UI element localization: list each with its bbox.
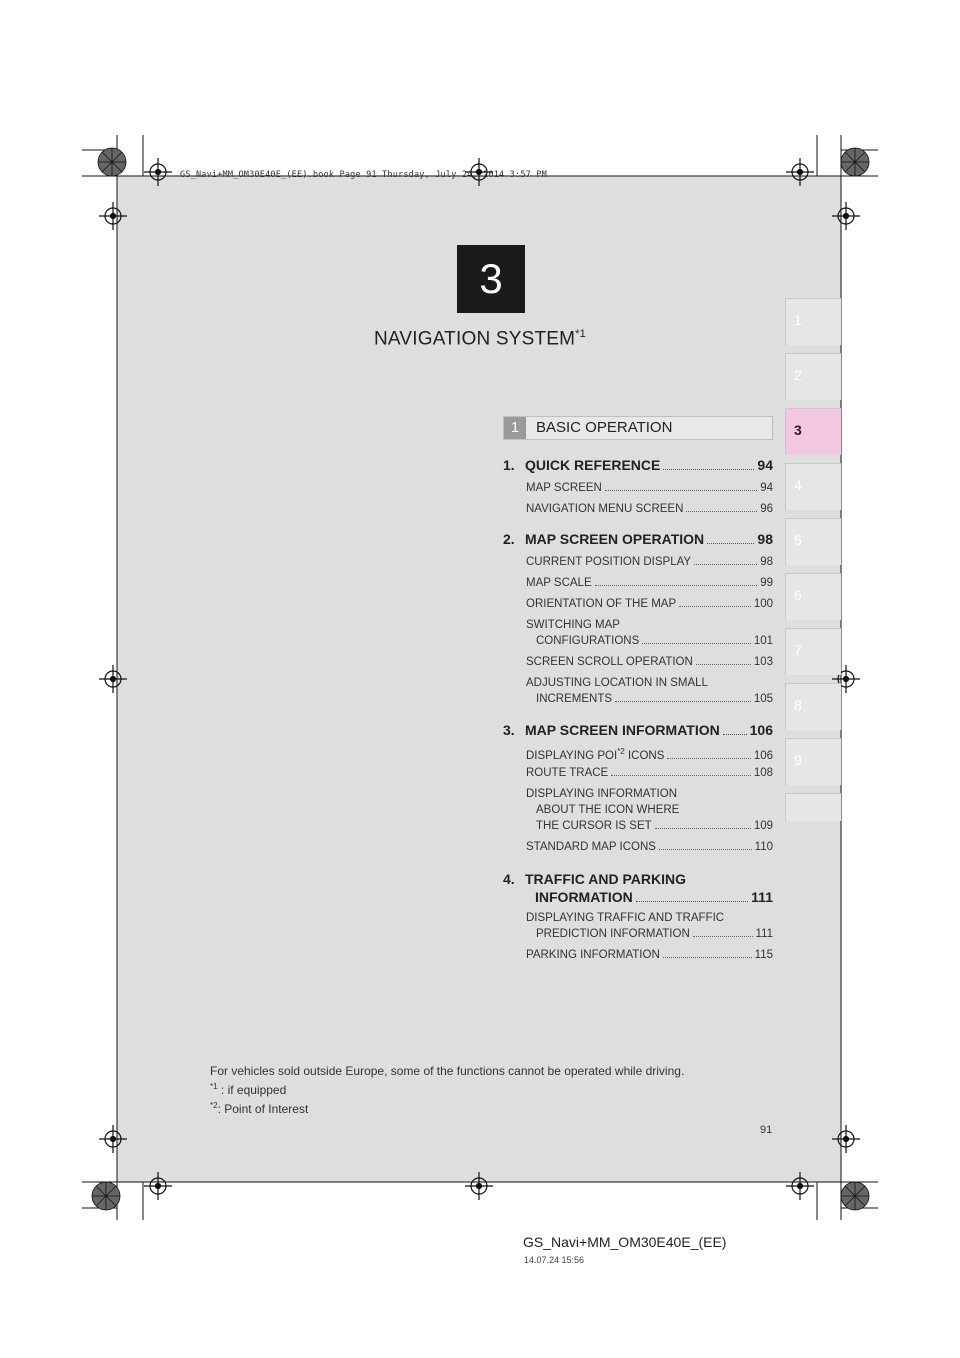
toc-sub-switching-map-configurations[interactable] xyxy=(526,617,773,649)
dot-leader xyxy=(636,901,748,902)
toc-entry-number: 3. xyxy=(503,722,515,738)
document-date: 14.07.24 15:56 xyxy=(524,1255,585,1265)
chapter-tab-5[interactable]: 5 xyxy=(785,518,841,565)
toc-sub-title-line: SWITCHING MAP xyxy=(526,619,620,631)
toc-sub-title: MAP SCREEN xyxy=(526,482,602,494)
chapter-tab-3[interactable]: 3 xyxy=(785,408,841,455)
toc-sub-page: 99 xyxy=(760,577,773,589)
footnote-1 xyxy=(210,1079,684,1098)
toc-entry-title-row xyxy=(535,888,773,906)
toc-entry-page: 106 xyxy=(749,722,773,738)
toc-sub-page: 115 xyxy=(754,949,773,961)
dot-leader xyxy=(659,849,752,850)
toc-sub-map-screen[interactable] xyxy=(526,480,773,496)
toc-entry-number: 4. xyxy=(503,871,515,887)
toc-sub-page: 94 xyxy=(760,482,773,494)
toc-sub-parking-information[interactable] xyxy=(526,947,773,963)
toc-entry-traffic-and-parking-information[interactable] xyxy=(503,870,773,906)
toc-sub-page: 108 xyxy=(753,767,773,779)
dot-leader xyxy=(642,643,751,644)
toc-sub-title-line: ADJUSTING LOCATION IN SMALL xyxy=(526,677,708,689)
toc-sub-map-scale[interactable] xyxy=(526,575,773,591)
toc-entry-number: 1. xyxy=(503,457,515,473)
toc-sub-page: 100 xyxy=(753,598,773,610)
document-id: GS_Navi+MM_OM30E40E_(EE) xyxy=(523,1234,727,1250)
dot-leader xyxy=(707,543,754,544)
dot-leader xyxy=(663,469,754,470)
toc-entry-title: MAP SCREEN OPERATION xyxy=(525,531,705,547)
toc-sub-page: 111 xyxy=(755,928,773,940)
chapter-tab-6[interactable]: 6 xyxy=(785,573,841,620)
footnote-text: : Point of Interest xyxy=(217,1102,309,1116)
toc-sub-page: 98 xyxy=(760,556,773,568)
dot-leader xyxy=(611,775,751,776)
toc-entry-map-screen-operation[interactable] xyxy=(503,530,773,548)
toc-sub-title: MAP SCALE xyxy=(526,577,592,589)
toc-sub-route-trace[interactable] xyxy=(526,765,773,781)
toc-sub-title-line: THE CURSOR IS SET xyxy=(536,820,652,832)
toc-sub-title: SCREEN SCROLL OPERATION xyxy=(526,656,693,668)
toc-sub-title-line: PREDICTION INFORMATION xyxy=(536,928,690,940)
chapter-tab-4[interactable]: 4 xyxy=(785,463,841,510)
chapter-tab-1[interactable]: 1 xyxy=(785,298,841,345)
toc-sub-title-line: INCREMENTS xyxy=(536,693,613,705)
footnote-marker: *1 xyxy=(210,1082,218,1091)
toc-sub-page: 96 xyxy=(760,503,773,515)
toc-sub-standard-map-icons[interactable] xyxy=(526,839,773,855)
toc-entry-quick-reference[interactable] xyxy=(503,456,773,474)
footnote-marker: *2 xyxy=(617,747,625,756)
dot-leader xyxy=(615,701,751,702)
toc-sub-title-line: DISPLAYING TRAFFIC AND TRAFFIC xyxy=(526,912,725,924)
toc-sub-screen-scroll-operation[interactable] xyxy=(526,654,773,670)
toc-sub-title-line: ABOUT THE ICON WHERE xyxy=(536,804,680,816)
page-number: 91 xyxy=(760,1124,773,1136)
footnotes xyxy=(210,1063,684,1117)
toc-sub-title-line: DISPLAYING INFORMATION xyxy=(526,788,678,800)
chapter-tab-2[interactable]: 2 xyxy=(785,353,841,400)
chapter-title-text: NAVIGATION SYSTEM xyxy=(374,328,576,350)
toc-entry-map-screen-information[interactable] xyxy=(503,721,773,739)
toc-sub-title-part: ICONS xyxy=(627,749,665,762)
toc-sub-navigation-menu-screen[interactable] xyxy=(526,501,773,517)
toc-entry-title: MAP SCREEN INFORMATION xyxy=(525,722,720,738)
toc-sub-orientation-of-the-map[interactable] xyxy=(526,596,773,612)
toc-sub-page: 101 xyxy=(753,635,773,647)
toc-sub-page: 106 xyxy=(753,749,773,762)
section-header xyxy=(503,416,773,440)
toc-sub-title: STANDARD MAP ICONS xyxy=(526,841,656,853)
toc-entry-page: 98 xyxy=(757,531,773,547)
toc-sub-page: 109 xyxy=(753,820,773,832)
footnote-text: : if equipped xyxy=(217,1083,287,1097)
chapter-tab-9[interactable]: 9 xyxy=(785,738,841,785)
toc-sub-displaying-information-about-icon[interactable] xyxy=(526,786,773,834)
toc-sub-title: NAVIGATION MENU SCREEN xyxy=(526,503,684,515)
dot-leader xyxy=(696,664,751,665)
chapter-tab-8[interactable]: 8 xyxy=(785,683,841,730)
toc-sub-displaying-traffic-information[interactable] xyxy=(526,910,773,942)
chapter-number-box: 3 xyxy=(457,245,525,313)
toc-entry-page: 111 xyxy=(751,889,773,905)
chapter-tab-7[interactable]: 7 xyxy=(785,628,841,675)
toc-sub-title: PARKING INFORMATION xyxy=(526,949,660,961)
dot-leader xyxy=(723,734,747,735)
toc-entry-title-row xyxy=(503,870,773,888)
toc-entry-page: 94 xyxy=(757,457,773,473)
dot-leader xyxy=(693,936,753,937)
dot-leader xyxy=(595,585,758,586)
section-number: 1 xyxy=(504,417,526,439)
dot-leader xyxy=(679,606,751,607)
toc-sub-title xyxy=(526,744,664,764)
toc-entry-title: QUICK REFERENCE xyxy=(525,457,661,473)
toc-sub-title: CURRENT POSITION DISPLAY xyxy=(526,556,692,568)
toc-sub-displaying-poi-icons[interactable] xyxy=(526,744,773,764)
toc-sub-title-part: DISPLAYING POI xyxy=(526,749,618,762)
toc-sub-page: 105 xyxy=(753,693,773,705)
section-title: BASIC OPERATION xyxy=(536,419,673,436)
footnote-2 xyxy=(210,1098,684,1117)
footnote-main: For vehicles sold outside Europe, some of the functions cannot be operated while driving. xyxy=(210,1064,685,1078)
toc-sub-current-position-display[interactable] xyxy=(526,554,773,570)
chapter-title-marker: *1 xyxy=(575,328,586,340)
dot-leader xyxy=(655,828,751,829)
dot-leader xyxy=(667,758,750,759)
toc-sub-page: 103 xyxy=(753,656,773,668)
dot-leader xyxy=(663,957,752,958)
toc-entry-number: 2. xyxy=(503,531,515,547)
toc-sub-title: ORIENTATION OF THE MAP xyxy=(526,598,677,610)
toc-entry-title-line: INFORMATION xyxy=(535,889,633,905)
footnote-marker: *2 xyxy=(210,1101,218,1110)
print-header: GS_Navi+MM_OM30E40E_(EE).book Page 91 Thursday, July 24, 2014 3:57 PM xyxy=(180,170,547,180)
toc-sub-page: 110 xyxy=(754,841,773,853)
toc-sub-title: ROUTE TRACE xyxy=(526,767,609,779)
dot-leader xyxy=(605,490,757,491)
toc-sub-title-line: CONFIGURATIONS xyxy=(536,635,640,647)
chapter-tab-blank xyxy=(785,793,841,821)
dot-leader xyxy=(694,564,757,565)
toc-sub-adjusting-location[interactable] xyxy=(526,675,773,707)
toc-entry-title-line: TRAFFIC AND PARKING xyxy=(525,871,686,887)
dot-leader xyxy=(686,511,757,512)
